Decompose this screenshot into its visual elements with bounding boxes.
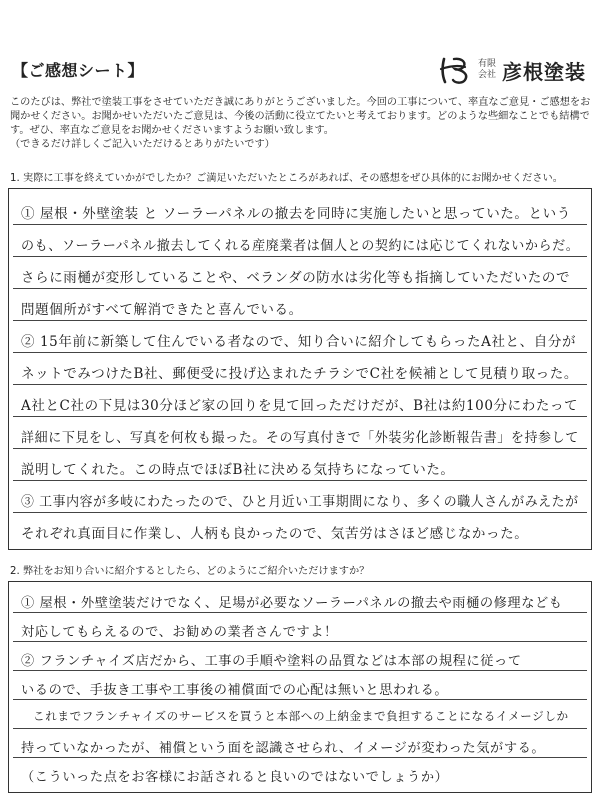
ruled-line [13, 612, 587, 613]
ruled-line [13, 670, 587, 671]
question-2-title: 2. 弊社をお知り合いに紹介するとしたら、どのようにご紹介いただけますか？ [10, 566, 370, 577]
handwritten-line: ② フランチャイズ店だから、工事の手順や塗料の品質などは本部の規程に従って [21, 654, 522, 669]
handwritten-line: ① 屋根・外壁塗装 と ソーラーパネルの撤去を同時に実施したいと思っていた。という [21, 206, 571, 222]
handwritten-line: ② 15年前に新築して住んでいる者なので、知り合いに紹介してもらったA社と、自分が [21, 334, 577, 350]
handwritten-line: 詳細に下見をし、写真を何枚も撮った。その写真付きで「外装劣化診断報告書」を持参して [21, 430, 579, 446]
ruled-line [13, 641, 587, 642]
question-1-title: 1. 実際に工事を終えていかがでしたか？ご満足いただいたところがあれば、その感想をぜひ具体的にお聞かせください。 [10, 173, 563, 184]
ruled-line [13, 224, 587, 225]
intro-text: このたびは、弊社で塗装工事をさせていただき誠にありがとうございました。今回の工事について、率直なご意見・ご感想をお聞かせください。お聞かせいただいたご意見は、今後の活動に役立てたいと考えております。どのような些細なことでも結構です。ぜひ、率直なご意見をお聞かせくださいますようお願い致します。 （できるだけ詳しくご記入いただけるとありがたいです） [10, 97, 591, 150]
answer-box-2 [8, 581, 592, 793]
ruled-line [13, 384, 587, 385]
handwritten-line: さらに雨樋が変形していることや、ベランダの防水は劣化等も指摘していただいたので [21, 270, 571, 286]
ruled-line [13, 728, 587, 729]
handwritten-line: それぞれ真面目に作業し、人柄も良かったので、気苦労はさほど感じなかった。 [21, 526, 529, 542]
ruled-line [13, 320, 587, 321]
handwritten-line: 対応してもらえるので、お勧めの業者さんですよ！ [21, 625, 338, 640]
handwritten-line: ① 屋根・外壁塗装だけでなく、足場が必要なソーラーパネルの撤去や雨樋の修理なども [21, 596, 563, 611]
handwritten-line: これまでフランチャイズのサービスを買うと本部への上納金まで負担することになるイメージしか [33, 709, 569, 723]
ruled-line [13, 512, 587, 513]
sheet-title: 【ご感想シート】 [12, 61, 145, 80]
company-name: 彦根塗装 [502, 59, 586, 84]
ruled-line [13, 352, 587, 353]
handwritten-line: のも、ソーラーパネル撤去してくれる産廃業者は個人との契約には応じてくれないからだ。 [21, 238, 580, 254]
ruled-line [13, 256, 587, 257]
handwritten-line: いるので、手抜き工事や工事後の補償面での心配は無いと思われる。 [21, 683, 449, 698]
handwritten-line: A社とC社の下見は30分ほど家の回りを見て回っただけだが、B社は約100分にわたって [21, 398, 579, 414]
ruled-line [13, 288, 587, 289]
handwritten-line: ネットでみつけたB社、郵便受に投げ込まれたチラシでC社を候補として見積り取った。 [21, 366, 578, 382]
handwritten-line: （こういった点をお客様にお話されると良いのではないでしょうか） [21, 770, 449, 785]
ruled-line [13, 416, 587, 417]
ruled-line [13, 480, 587, 481]
handwritten-line: ③ 工事内容が多岐にわたったので、ひと月近い工事期間になり、多くの職人さんがみえたが [21, 494, 579, 510]
company-logo [438, 54, 586, 86]
company-mark-icon [438, 55, 472, 85]
answer-box-1 [8, 188, 592, 550]
ruled-line [13, 699, 587, 700]
ruled-line [13, 448, 587, 449]
handwritten-line: 説明してくれた。この時点でほぼB社に決める気持ちになっていた。 [21, 462, 455, 478]
handwritten-line: 持っていなかったが、補償という面を認識させられ、イメージが変わった気がする。 [21, 741, 546, 756]
company-type-line2: 会社 [477, 70, 496, 80]
sheet-header [8, 54, 592, 94]
company-type [478, 59, 496, 81]
ruled-line [13, 757, 587, 758]
company-type-line1: 有限 [477, 59, 496, 69]
handwritten-line: 問題個所がすべて解消できたと喜んでいる。 [21, 302, 303, 318]
